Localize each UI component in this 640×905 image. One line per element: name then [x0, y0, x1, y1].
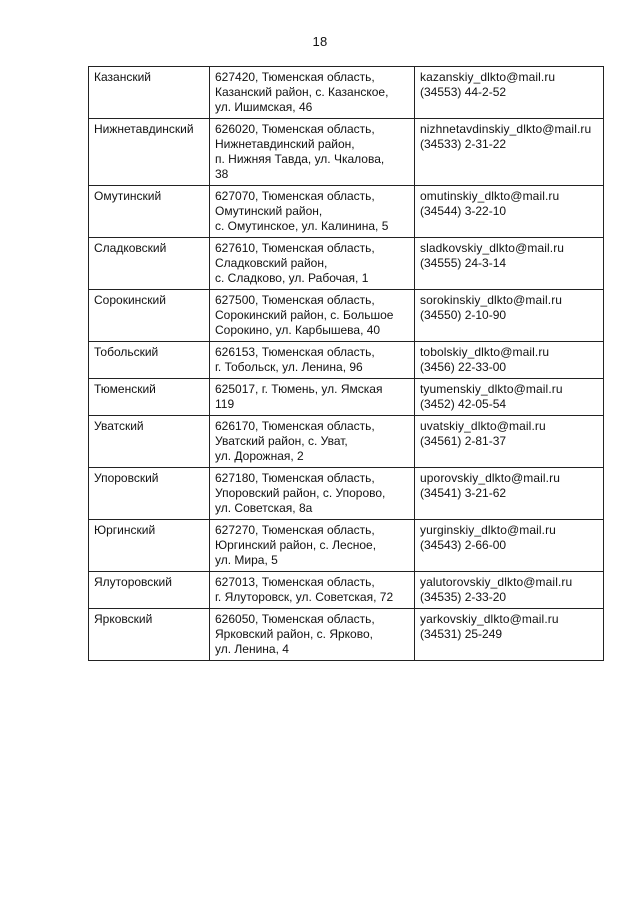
table-row	[89, 468, 604, 520]
email-address[interactable]: nizhnetavdinskiy_dlkto@mail.ru	[420, 122, 592, 136]
district-name: Сорокинский	[94, 293, 166, 307]
phone-number: (34543) 2-66-00	[420, 538, 507, 552]
address-line: 626050, Тюменская область,	[215, 612, 375, 626]
email-address[interactable]: uvatskiy_dlkto@mail.ru	[420, 419, 546, 433]
table-row	[89, 238, 604, 290]
address-cell	[210, 67, 415, 119]
phone-number: (34541) 3-21-62	[420, 486, 507, 500]
address-line: 119	[215, 397, 235, 411]
contact-cell	[415, 342, 604, 379]
phone-number: (34555) 24-3-14	[420, 256, 507, 270]
contact-cell	[415, 119, 604, 186]
address-line: Нижнетавдинский район,	[215, 137, 355, 151]
address-cell	[210, 520, 415, 572]
table-row	[89, 119, 604, 186]
email-address[interactable]: yurginskiy_dlkto@mail.ru	[420, 523, 556, 537]
address-line: Омутинский район,	[215, 204, 323, 218]
email-address[interactable]: kazanskiy_dlkto@mail.ru	[420, 70, 556, 84]
address-line: Уватский район, с. Уват,	[215, 434, 348, 448]
address-line: г. Тобольск, ул. Ленина, 96	[215, 360, 363, 374]
phone-number: (34553) 44-2-52	[420, 85, 507, 99]
contact-cell	[415, 238, 604, 290]
phone-number: (3452) 42-05-54	[420, 397, 507, 411]
phone-number: (34533) 2-31-22	[420, 137, 507, 151]
district-cell	[89, 468, 210, 520]
email-address[interactable]: tobolskiy_dlkto@mail.ru	[420, 345, 550, 359]
address-cell	[210, 609, 415, 661]
address-line: ул. Мира, 5	[215, 553, 278, 567]
table-row	[89, 342, 604, 379]
table-row	[89, 609, 604, 661]
contact-cell	[415, 416, 604, 468]
phone-number: (3456) 22-33-00	[420, 360, 507, 374]
address-line: Сладковский район,	[215, 256, 328, 270]
district-cell	[89, 186, 210, 238]
district-cell	[89, 379, 210, 416]
address-line: ул. Ленина, 4	[215, 642, 289, 656]
contact-cell	[415, 379, 604, 416]
address-line: ул. Дорожная, 2	[215, 449, 304, 463]
contact-cell	[415, 520, 604, 572]
address-line: 627500, Тюменская область,	[215, 293, 375, 307]
address-cell	[210, 290, 415, 342]
district-name: Нижнетавдинский	[94, 122, 194, 136]
contact-cell	[415, 572, 604, 609]
email-address[interactable]: yarkovskiy_dlkto@mail.ru	[420, 612, 559, 626]
address-cell	[210, 238, 415, 290]
district-cell	[89, 572, 210, 609]
address-line: с. Омутинское, ул. Калинина, 5	[215, 219, 389, 233]
contacts-table-body	[89, 67, 604, 661]
table-row	[89, 520, 604, 572]
address-line: 627420, Тюменская область,	[215, 70, 375, 84]
address-line: 627013, Тюменская область,	[215, 575, 375, 589]
contact-cell	[415, 67, 604, 119]
address-line: 627070, Тюменская область,	[215, 189, 375, 203]
address-line: 626020, Тюменская область,	[215, 122, 375, 136]
address-line: 626153, Тюменская область,	[215, 345, 375, 359]
phone-number: (34544) 3-22-10	[420, 204, 507, 218]
address-cell	[210, 342, 415, 379]
district-cell	[89, 119, 210, 186]
address-line: Казанский район, с. Казанское,	[215, 85, 389, 99]
address-line: с. Сладково, ул. Рабочая, 1	[215, 271, 369, 285]
email-address[interactable]: yalutorovskiy_dlkto@mail.ru	[420, 575, 573, 589]
address-line: Ярковский район, с. Ярково,	[215, 627, 373, 641]
address-line: ул. Советская, 8а	[215, 501, 313, 515]
address-line: Юргинский район, с. Лесное,	[215, 538, 377, 552]
district-name: Уватский	[94, 419, 144, 433]
district-name: Ялуторовский	[94, 575, 172, 589]
contact-cell	[415, 468, 604, 520]
district-cell	[89, 67, 210, 119]
phone-number: (34535) 2-33-20	[420, 590, 507, 604]
email-address[interactable]: sladkovskiy_dlkto@mail.ru	[420, 241, 565, 255]
phone-number: (34550) 2-10-90	[420, 308, 507, 322]
address-line: 627270, Тюменская область,	[215, 523, 375, 537]
address-line: Сорокино, ул. Карбышева, 40	[215, 323, 381, 337]
address-cell	[210, 572, 415, 609]
district-cell	[89, 342, 210, 379]
phone-number: (34531) 25-249	[420, 627, 503, 641]
address-line: 627610, Тюменская область,	[215, 241, 375, 255]
address-cell	[210, 468, 415, 520]
email-address[interactable]: omutinskiy_dlkto@mail.ru	[420, 189, 560, 203]
table-row	[89, 572, 604, 609]
table-row	[89, 290, 604, 342]
address-cell	[210, 416, 415, 468]
address-line: г. Ялуторовск, ул. Советская, 72	[215, 590, 394, 604]
district-cell	[89, 290, 210, 342]
address-line: 627180, Тюменская область,	[215, 471, 375, 485]
table-row	[89, 186, 604, 238]
district-name: Ярковский	[94, 612, 153, 626]
district-cell	[89, 238, 210, 290]
contact-cell	[415, 609, 604, 661]
district-name: Юргинский	[94, 523, 156, 537]
contact-cell	[415, 186, 604, 238]
page-number: 18	[312, 34, 328, 49]
district-name: Упоровский	[94, 471, 159, 485]
address-line: ул. Ишимская, 46	[215, 100, 313, 114]
contact-cell	[415, 290, 604, 342]
district-cell	[89, 416, 210, 468]
district-name: Омутинский	[94, 189, 162, 203]
contacts-table	[88, 66, 604, 661]
address-line: Упоровский район, с. Упорово,	[215, 486, 386, 500]
address-cell	[210, 186, 415, 238]
email-address[interactable]: uporovskiy_dlkto@mail.ru	[420, 471, 560, 485]
email-address[interactable]: sorokinskiy_dlkto@mail.ru	[420, 293, 563, 307]
district-name: Тюменский	[94, 382, 156, 396]
table-row	[89, 379, 604, 416]
address-cell	[210, 119, 415, 186]
district-name: Казанский	[94, 70, 151, 84]
district-cell	[89, 609, 210, 661]
address-line: Сорокинский район, с. Большое	[215, 308, 394, 322]
address-line: п. Нижняя Тавда, ул. Чкалова,	[215, 152, 385, 166]
district-name: Тобольский	[94, 345, 159, 359]
address-line: 626170, Тюменская область,	[215, 419, 375, 433]
address-line: 625017, г. Тюмень, ул. Ямская	[215, 382, 383, 396]
table-row	[89, 67, 604, 119]
district-name: Сладковский	[94, 241, 167, 255]
address-line: 38	[215, 167, 229, 181]
address-cell	[210, 379, 415, 416]
phone-number: (34561) 2-81-37	[420, 434, 507, 448]
district-cell	[89, 520, 210, 572]
email-address[interactable]: tyumenskiy_dlkto@mail.ru	[420, 382, 563, 396]
table-row	[89, 416, 604, 468]
